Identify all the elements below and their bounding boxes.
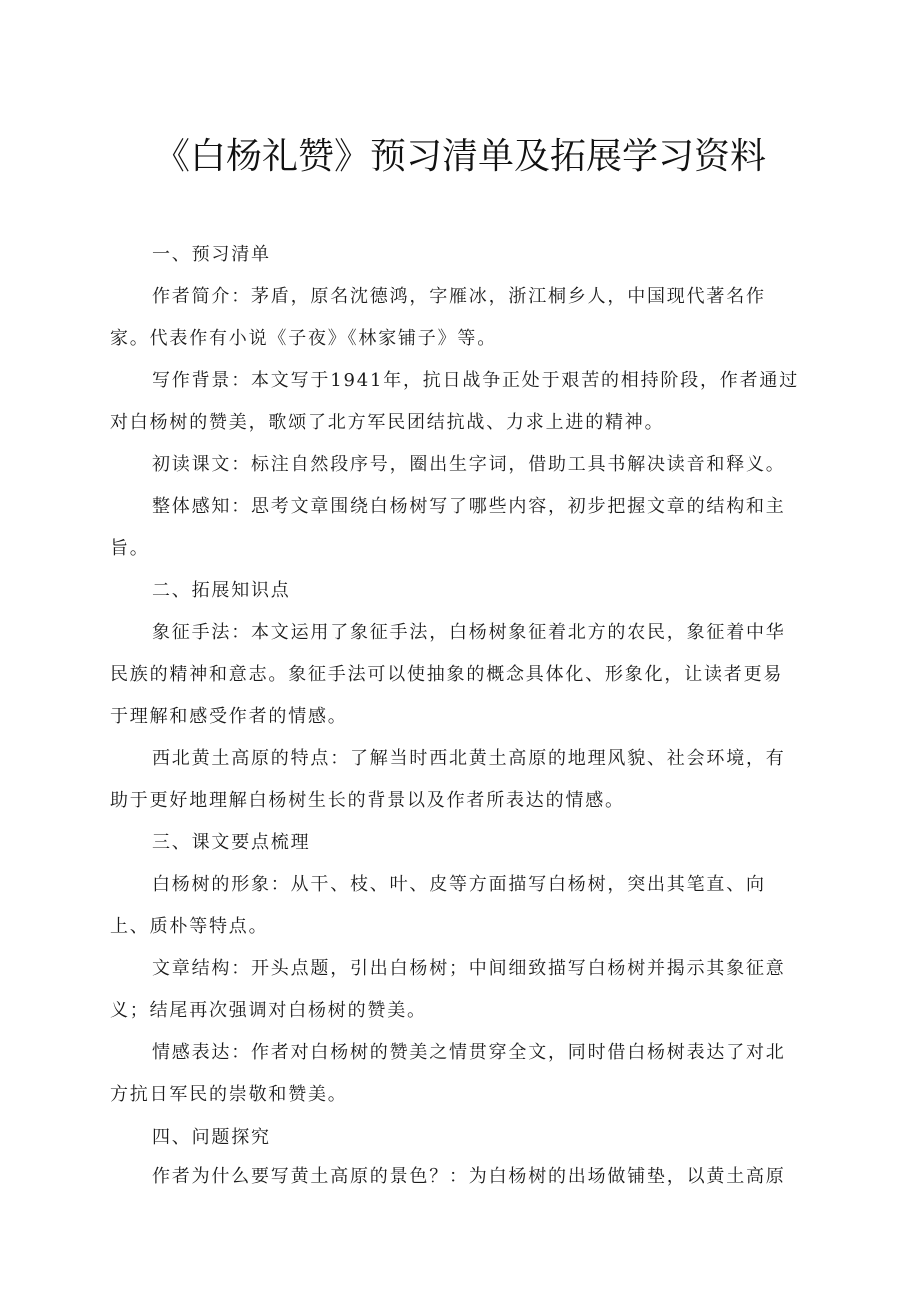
paragraph-symbolism: 象征手法：本文运用了象征手法，白杨树象征着北方的农民，象征着中华民族的精神和意志。象征手法可以使抽象的概念具体化、形象化，让读者更易于理解和感受作者的情感。 [110, 622, 786, 727]
paragraph-writing-background: 写作背景：本文写于1941年，抗日战争正处于艰苦的相持阶段，作者通过对白杨树的赞美，歌颂了北方军民团结抗战、力求上进的精神。 [110, 370, 800, 433]
section-heading-key-points: 三、课文要点梳理 [152, 832, 311, 853]
document-body [110, 234, 800, 1198]
document-title: 《白杨礼赞》预习清单及拓展学习资料 [153, 136, 766, 177]
section-heading-preview-list: 一、预习清单 [152, 244, 271, 265]
paragraph-loess-plateau: 西北黄土高原的特点：了解当时西北黄土高原的地理风貌、社会环境，有助于更好地理解白杨树生长的背景以及作者所表达的情感。 [110, 748, 786, 811]
paragraph-emotion: 情感表达：作者对白杨树的赞美之情贯穿全文，同时借白杨树表达了对北方抗日军民的崇敬和赞美。 [110, 1042, 786, 1105]
section-heading-extended-knowledge: 二、拓展知识点 [152, 580, 291, 601]
paragraph-poplar-image: 白杨树的形象：从干、枝、叶、皮等方面描写白杨树，突出其笔直、向上、质朴等特点。 [110, 874, 766, 937]
paragraph-first-reading: 初读课文：标注自然段序号，圈出生字词，借助工具书解决读音和释义。 [152, 454, 786, 475]
paragraph-overall-perception: 整体感知：思考文章围绕白杨树写了哪些内容，初步把握文章的结构和主旨。 [110, 496, 786, 559]
paragraph-structure: 文章结构：开头点题，引出白杨树；中间细致描写白杨树并揭示其象征意义；结尾再次强调对白杨树的赞美。 [110, 958, 786, 1021]
paragraph-inquiry-question: 作者为什么要写黄土高原的景色？：为白杨树的出场做铺垫，以黄土高原 [152, 1166, 786, 1187]
section-heading-inquiry: 四、问题探究 [152, 1127, 271, 1148]
paragraph-author-intro: 作者简介：茅盾，原名沈德鸿，字雁冰，浙江桐乡人，中国现代著名作家。代表作有小说《子夜》《林家铺子》等。 [110, 286, 766, 349]
